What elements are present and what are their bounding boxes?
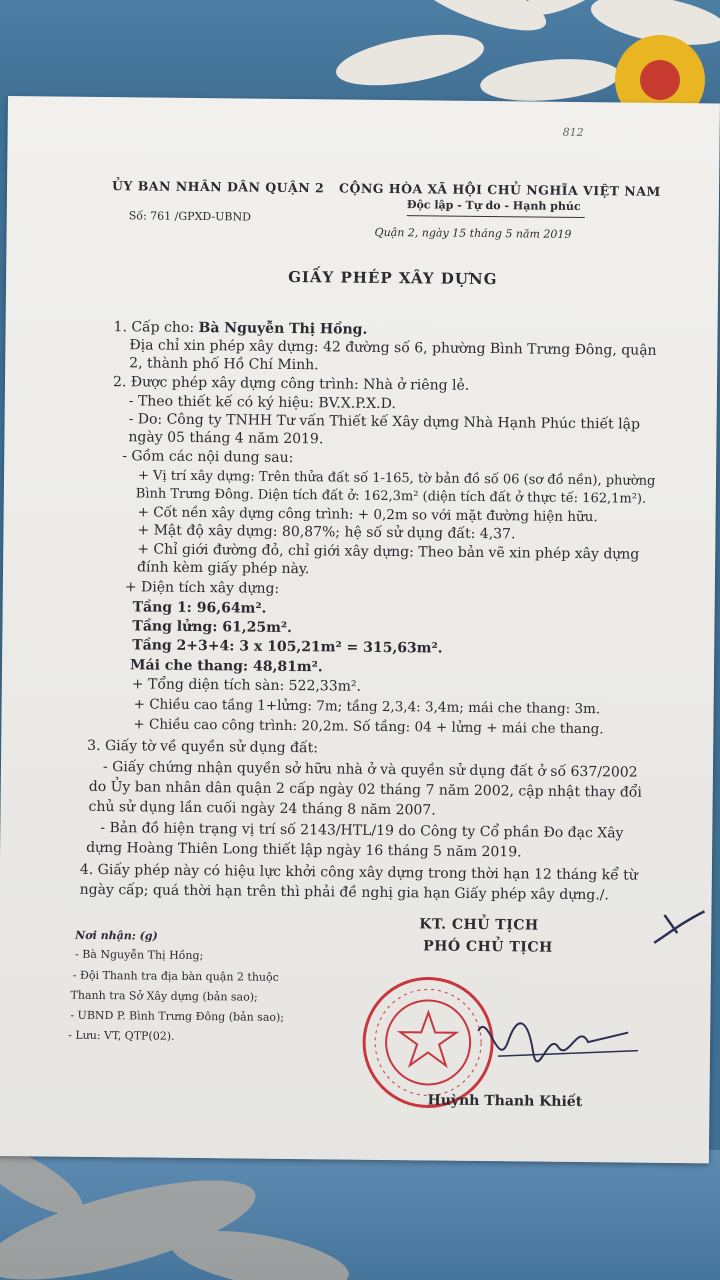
boundary-line-1: + Chỉ giới đường đỏ, chỉ giới xây dựng: Theo bản vẽ xin phép xây dựng bbox=[137, 541, 640, 563]
boundary-line-2: đính kèm giấy phép này. bbox=[136, 559, 310, 578]
section-1: 1. Cấp cho: Bà Nguyễn Thị Hồng. bbox=[113, 319, 368, 338]
recipient-1: - Bà Nguyễn Thị Hồng; bbox=[74, 947, 204, 963]
address-line-2: 2, thành phố Hồ Chí Minh. bbox=[129, 355, 319, 374]
motto-underline bbox=[407, 215, 585, 218]
location-line-2: Bình Trưng Đông. Diện tích đất ở: 162,3m² (diện tích đất ở thực tế: 162,1m²). bbox=[135, 486, 647, 507]
section-3: 3. Giấy tờ về quyền sử dụng đất: bbox=[87, 737, 319, 757]
floor-1-area: Tầng 1: 96,64m². bbox=[132, 599, 267, 617]
signer-role-2: PHÓ CHỦ TỊCH bbox=[423, 938, 553, 956]
document-number: Số: 761 /GPXD-UBND bbox=[128, 209, 252, 224]
recipient-2: - Đội Thanh tra địa bàn quận 2 thuộc bbox=[72, 968, 279, 984]
recipient-3: Thanh tra Sở Xây dựng (bản sao); bbox=[70, 988, 258, 1004]
floor-heights: + Chiều cao tầng 1+lửng: 7m; tầng 2,3,4: 3,4m; mái che thang: 3m. bbox=[133, 696, 601, 718]
design-code: - Theo thiết kế có ký hiệu: BV.X.P.X.D. bbox=[128, 393, 396, 413]
section-2: 2. Được phép xây dựng công trình: Nhà ở riêng lẻ. bbox=[112, 374, 470, 394]
foundation-level: + Cốt nền xây dựng công trình: + 0,2m so với mặt đường hiện hữu. bbox=[137, 504, 598, 526]
page-mark: 812 bbox=[562, 125, 584, 140]
check-mark bbox=[649, 903, 709, 949]
recipient-4: - UBND P. Bình Trưng Đông (bản sao); bbox=[70, 1008, 285, 1024]
section-4-line-1: 4. Giấy phép này có hiệu lực khởi công xây dựng trong thời hạn 12 tháng kể từ bbox=[79, 861, 638, 884]
designer-line-1: - Do: Công ty TNHH Tư vấn Thiết kế Xây dựng Nhà Hạnh Phúc thiết lập bbox=[128, 411, 641, 433]
permit-document bbox=[0, 96, 720, 1163]
map-line-1: - Bản đồ hiện trạng vị trí số 2143/HTL/19 do Công ty Cổ phần Đo đạc Xây bbox=[100, 820, 624, 842]
recipient-5: - Lưu: VT, QTP(02). bbox=[68, 1028, 175, 1043]
certificate-line-2: do Ủy ban nhân dân quận 2 cấp ngày 02 tháng 7 năm 2002, cập nhật thay đổi bbox=[88, 778, 642, 801]
address-line-1: Địa chỉ xin phép xây dựng: 42 đường số 6, phường Bình Trưng Đông, quận bbox=[129, 337, 657, 359]
section-4-line-2: ngày cấp; quá thời hạn trên thì phải đề nghị gia hạn Giấy phép xây dựng./. bbox=[79, 881, 609, 904]
national-title: CỘNG HÒA XÃ HỘI CHỦ NGHĨA VIỆT NAM bbox=[338, 180, 661, 199]
signer-role-1: KT. CHỦ TỊCH bbox=[419, 916, 539, 934]
document-title: GIẤY PHÉP XÂY DỰNG bbox=[288, 267, 498, 289]
issue-date: Quận 2, ngày 15 tháng 5 năm 2019 bbox=[374, 225, 572, 241]
contents-label: - Gồm các nội dung sau: bbox=[122, 448, 294, 467]
floors-2-4-area: Tầng 2+3+4: 3 x 105,21m² = 315,63m². bbox=[132, 637, 443, 657]
map-line-2: dựng Hoàng Thiên Long thiết lập ngày 16 tháng 5 năm 2019. bbox=[86, 839, 522, 861]
building-height: + Chiều cao công trình: 20,2m. Số tầng: 04 + lửng + mái che thang. bbox=[133, 716, 604, 738]
national-motto: Độc lập - Tự do - Hạnh phúc bbox=[406, 198, 581, 214]
certificate-line-3: chủ sử dụng lần cuối ngày 24 tháng 8 năm 2007. bbox=[88, 798, 436, 819]
signer-name: Huỳnh Thanh Khiết bbox=[427, 1092, 583, 1111]
designer-line-2: ngày 05 tháng 4 năm 2019. bbox=[128, 429, 324, 448]
area-label: + Diện tích xây dựng: bbox=[124, 579, 280, 597]
location-line-1: + Vị trí xây dựng: Trên thửa đất số 1-165, tờ bản đồ số 06 (sơ đồ nền), phường bbox=[137, 468, 656, 489]
roof-area: Mái che thang: 48,81m². bbox=[129, 657, 323, 676]
building-density: + Mật độ xây dựng: 80,87%; hệ số sử dụng đất: 4,37. bbox=[137, 522, 516, 543]
mezzanine-area: Tầng lửng: 61,25m². bbox=[132, 618, 293, 637]
signature bbox=[438, 1001, 639, 1083]
total-floor-area: + Tổng diện tích sàn: 522,33m². bbox=[131, 676, 362, 695]
recipients-label: Nơi nhận: (g) bbox=[75, 928, 158, 943]
certificate-line-1: - Giấy chứng nhận quyền sở hữu nhà ở và quyền sử dụng đất ở số 637/2002 bbox=[102, 759, 638, 781]
issuing-authority: ỦY BAN NHÂN DÂN QUẬN 2 bbox=[111, 178, 325, 196]
